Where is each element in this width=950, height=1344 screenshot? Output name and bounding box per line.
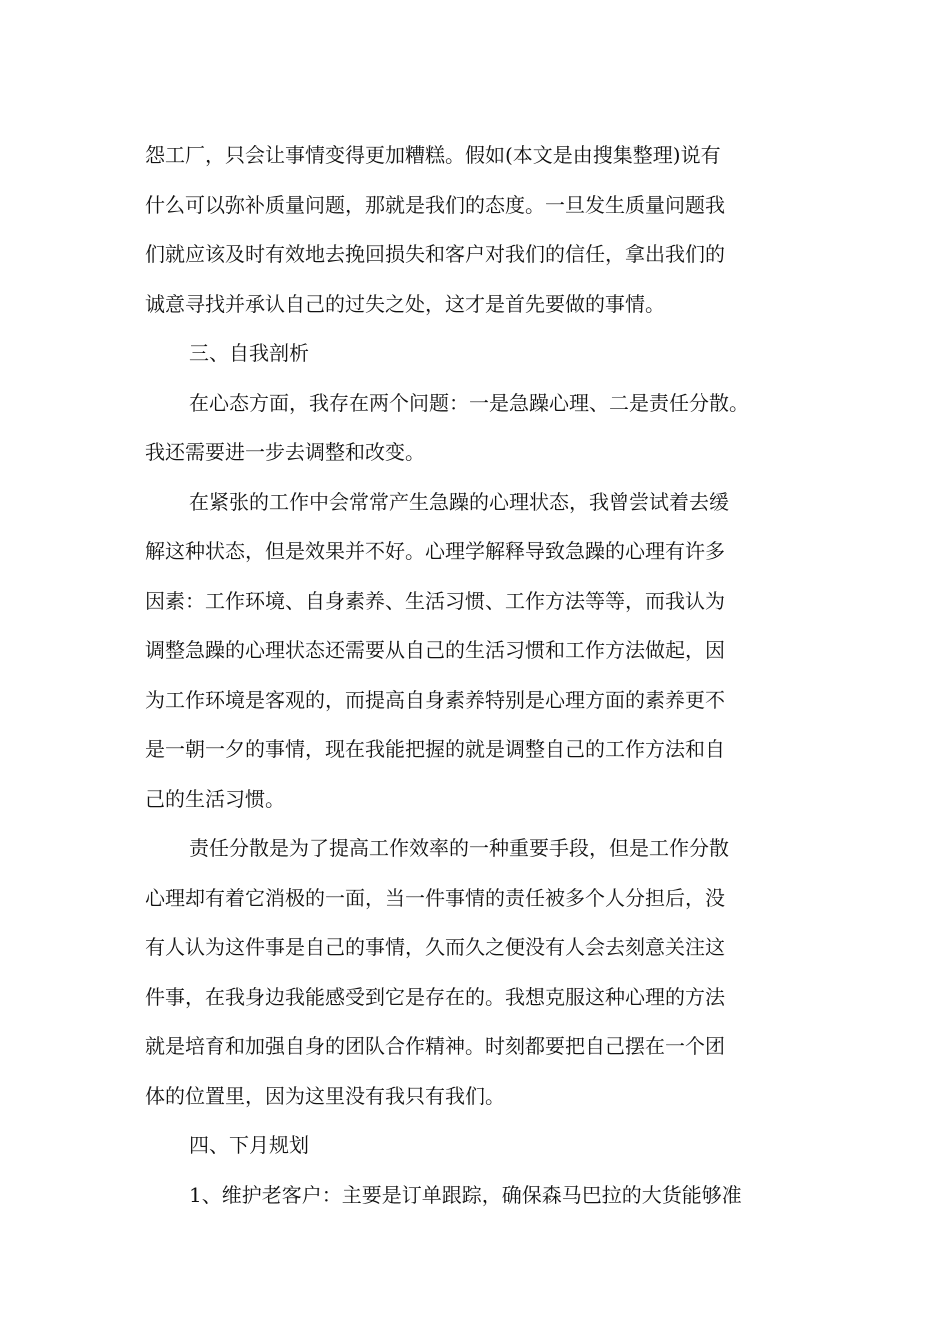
text-line: 体的位置里，因为这里没有我只有我们。	[145, 1083, 505, 1108]
text-line: 心理却有着它消极的一面，当一件事情的责任被多个人分担后，没	[145, 885, 725, 910]
document-body	[145, 131, 810, 1220]
text-line: 调整急躁的心理状态还需要从自己的生活习惯和工作方法做起，因	[145, 638, 725, 662]
text-line: 解这种状态，但是效果并不好。心理学解释导致急躁的心理有许多	[145, 539, 725, 563]
text-line: 什么可以弥补质量问题，那就是我们的态度。一旦发生质量问题我	[145, 192, 725, 217]
text-line: 1、维护老客户：主要是订单跟踪，确保森马巴拉的大货能够准	[189, 1182, 742, 1207]
text-line: 件事，在我身边我能感受到它是存在的。我想克服这种心理的方法	[145, 984, 725, 1009]
text-line: 在心态方面，我存在两个问题：一是急躁心理、二是责任分散。	[189, 390, 749, 415]
text-line: 诚意寻找并承认自己的过失之处，这才是首先要做的事情。	[145, 291, 665, 316]
text-line: 们就应该及时有效地去挽回损失和客户对我们的信任，拿出我们的	[145, 242, 725, 266]
text-line: 是一朝一夕的事情，现在我能把握的就是调整自己的工作方法和自	[145, 737, 725, 761]
text-line: 责任分散是为了提高工作效率的一种重要手段，但是工作分散	[189, 836, 729, 860]
text-line: 在紧张的工作中会常常产生急躁的心理状态，我曾尝试着去缓	[189, 489, 729, 514]
text-line: 就是培育和加强自身的团队合作精神。时刻都要把自己摆在一个团	[145, 1034, 725, 1058]
text-line: 四、下月规划	[189, 1133, 309, 1157]
text-line: 为工作环境是客观的，而提高自身素养特别是心理方面的素养更不	[145, 687, 725, 712]
text-line: 三、自我剖析	[189, 341, 309, 365]
text-line: 因素：工作环境、自身素养、生活习惯、工作方法等等，而我认为	[145, 588, 725, 613]
text-line: 己的生活习惯。	[145, 786, 285, 811]
text-line: 有人认为这件事是自己的事情，久而久之便没有人会去刻意关注这	[145, 935, 725, 959]
text-line: 怨工厂，只会让事情变得更加糟糕。假如(本文是由搜集整理)说有	[145, 143, 721, 167]
text-line: 我还需要进一步去调整和改变。	[145, 440, 425, 464]
